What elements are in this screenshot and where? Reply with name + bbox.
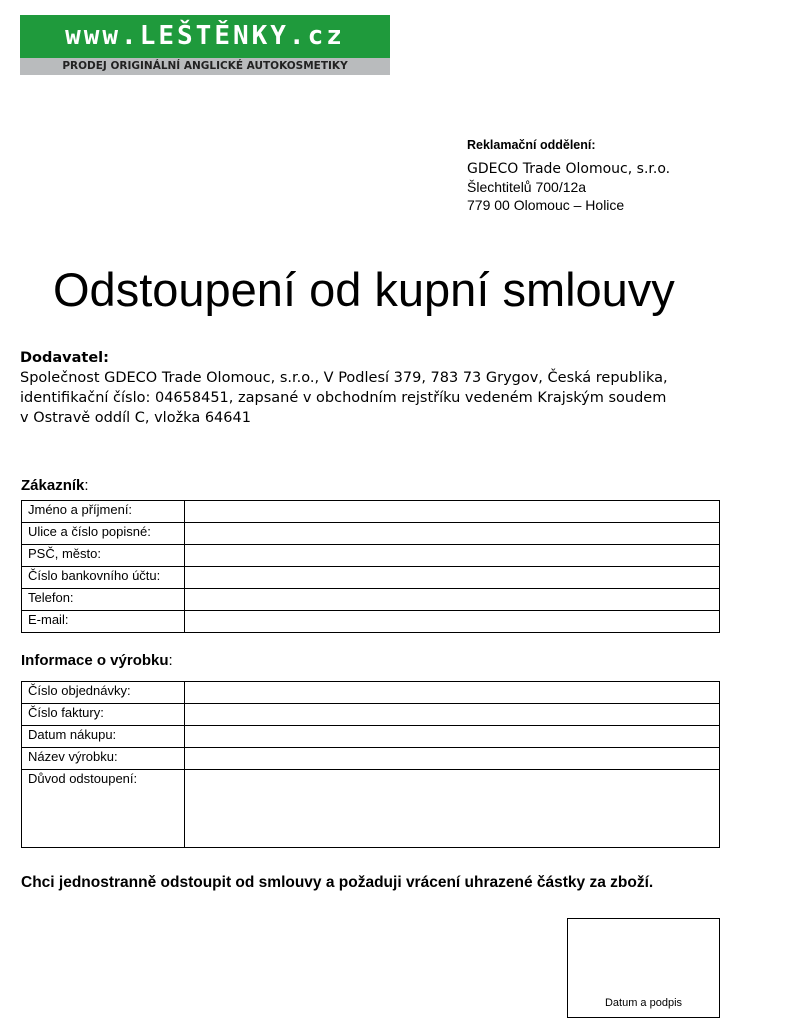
logo-url-text: www.LEŠTĚNKY.cz bbox=[20, 15, 390, 58]
supplier-line: identifikační číslo: 04658451, zapsané v obchodním rejstříku vedeném Krajským soudem bbox=[20, 390, 667, 406]
complaint-department bbox=[467, 138, 670, 214]
logo bbox=[20, 15, 390, 75]
customer-section-title bbox=[21, 477, 89, 494]
signature-label: Datum a podpis bbox=[604, 997, 683, 1009]
complaint-street: Šlechtitelů 700/12a bbox=[467, 179, 587, 195]
field-label: E-mail: bbox=[22, 611, 185, 633]
field-label: Číslo bankovního účtu: bbox=[22, 567, 185, 589]
supplier-line: v Ostravě oddíl C, vložka 64641 bbox=[20, 410, 251, 426]
withdrawal-reason-field[interactable] bbox=[185, 770, 720, 848]
field-label: PSČ, město: bbox=[22, 545, 185, 567]
withdrawal-statement: Chci jednostranně odstoupit od smlouvy a požaduji vrácení uhrazené částky za zboží. bbox=[21, 874, 654, 891]
product-section-title bbox=[21, 652, 173, 669]
table-row bbox=[22, 501, 720, 523]
field-label: Číslo faktury: bbox=[22, 704, 185, 726]
table-row bbox=[22, 567, 720, 589]
bank-account-field[interactable] bbox=[185, 567, 720, 589]
order-number-field[interactable] bbox=[185, 682, 720, 704]
table-row bbox=[22, 770, 720, 848]
name-field[interactable] bbox=[185, 501, 720, 523]
logo-tagline: PRODEJ ORIGINÁLNÍ ANGLICKÉ AUTOKOSMETIKY bbox=[20, 58, 390, 75]
customer-heading: Zákazník bbox=[21, 477, 85, 494]
complaint-company: GDECO Trade Olomouc, s.r.o. bbox=[467, 161, 671, 177]
supplier-block bbox=[20, 348, 720, 428]
phone-field[interactable] bbox=[185, 589, 720, 611]
product-heading: Informace o výrobku bbox=[21, 652, 169, 669]
table-row bbox=[22, 748, 720, 770]
email-field[interactable] bbox=[185, 611, 720, 633]
field-label: Telefon: bbox=[22, 589, 185, 611]
table-row bbox=[22, 682, 720, 704]
street-field[interactable] bbox=[185, 523, 720, 545]
product-heading-colon: : bbox=[168, 652, 173, 669]
table-row bbox=[22, 611, 720, 633]
product-name-field[interactable] bbox=[185, 748, 720, 770]
supplier-line: Společnost GDECO Trade Olomouc, s.r.o., V Podlesí 379, 783 73 Grygov, Česká republika, bbox=[20, 370, 668, 386]
table-row bbox=[22, 726, 720, 748]
table-row bbox=[22, 523, 720, 545]
table-row bbox=[22, 589, 720, 611]
product-table bbox=[21, 681, 720, 848]
field-label: Ulice a číslo popisné: bbox=[22, 523, 185, 545]
page-title: Odstoupení od kupní smlouvy bbox=[53, 263, 675, 316]
field-label: Název výrobku: bbox=[22, 748, 185, 770]
complaint-city: 779 00 Olomouc – Holice bbox=[467, 197, 625, 213]
field-label: Jméno a příjmení: bbox=[22, 501, 185, 523]
field-label: Důvod odstoupení: bbox=[22, 770, 185, 848]
complaint-heading: Reklamační oddělení: bbox=[467, 138, 596, 152]
customer-heading-colon: : bbox=[84, 477, 89, 494]
postcode-city-field[interactable] bbox=[185, 545, 720, 567]
table-row bbox=[22, 545, 720, 567]
invoice-number-field[interactable] bbox=[185, 704, 720, 726]
table-row bbox=[22, 704, 720, 726]
purchase-date-field[interactable] bbox=[185, 726, 720, 748]
field-label: Datum nákupu: bbox=[22, 726, 185, 748]
supplier-heading: Dodavatel: bbox=[20, 350, 109, 366]
signature-box[interactable] bbox=[567, 918, 720, 1018]
field-label: Číslo objednávky: bbox=[22, 682, 185, 704]
customer-table bbox=[21, 500, 720, 633]
